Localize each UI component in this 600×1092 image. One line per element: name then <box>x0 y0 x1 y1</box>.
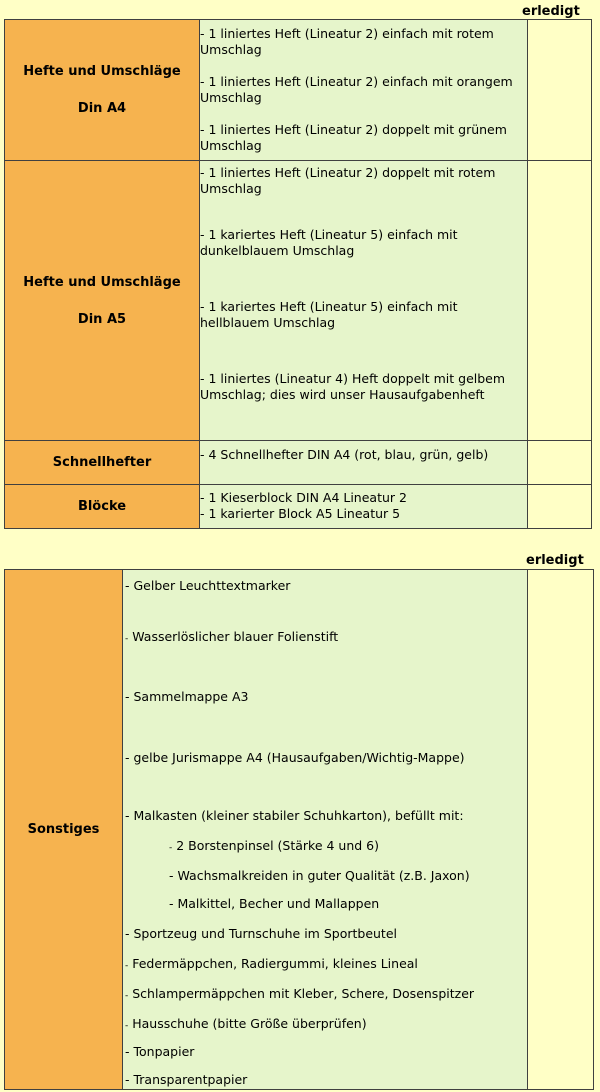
bullet-dash: - <box>169 868 174 883</box>
list-item: - 1 karierter Block A5 Lineatur 5 <box>200 506 401 521</box>
bullet-dash: - <box>125 1044 130 1059</box>
done-checkbox-cell[interactable] <box>528 20 592 161</box>
list-item: - 1 liniertes Heft (Lineatur 2) einfach mit orangem Umschlag <box>200 74 513 105</box>
list-item <box>125 926 397 942</box>
bullet-dash: - <box>125 808 130 823</box>
list-item: - 1 liniertes Heft (Lineatur 2) doppelt mit grünem Umschlag <box>200 122 507 153</box>
list-item <box>169 838 379 856</box>
items-cell <box>200 441 528 485</box>
list-item-text: Sportzeug und Turnschuhe im Sportbeutel <box>129 926 397 941</box>
category-cell <box>5 161 200 441</box>
list-item-text: 2 Borstenpinsel (Stärke 4 und 6) <box>172 838 379 853</box>
list-item-text: Wasserlöslicher blauer Folienstift <box>128 629 339 644</box>
done-checkbox-cell[interactable] <box>528 485 592 529</box>
bullet-dash: - <box>125 689 130 704</box>
list-item <box>169 868 470 884</box>
list-item: - 1 kariertes Heft (Lineatur 5) einfach mit dunkelblauem Umschlag <box>200 227 458 258</box>
list-item-text: Transparentpapier <box>129 1072 248 1087</box>
list-item-text: gelbe Jurismappe A4 (Hausaufgaben/Wichtig-Mappe) <box>129 750 465 765</box>
list-item: - 1 kariertes Heft (Lineatur 5) einfach mit hellblauem Umschlag <box>200 299 458 330</box>
category-label: Hefte und Umschläge <box>23 64 181 79</box>
list-item <box>125 1072 247 1088</box>
list-item <box>125 750 465 766</box>
items-cell <box>200 161 528 441</box>
list-item-text: Hausschuhe (bitte Größe überprüfen) <box>128 1016 367 1031</box>
bullet-dash: - <box>125 926 130 941</box>
list-item <box>125 1016 367 1034</box>
bullet-dash: - <box>125 961 129 971</box>
category-cell <box>5 570 123 1090</box>
list-item-text: Malkasten (kleiner stabiler Schuhkarton), befüllt mit: <box>129 808 464 823</box>
list-item <box>125 1044 194 1060</box>
table-row <box>5 485 592 529</box>
category-cell <box>5 485 200 529</box>
category-sublabel: Din A4 <box>77 101 127 116</box>
list-item <box>125 578 290 594</box>
category-cell <box>5 441 200 485</box>
list-item: - 1 Kieserblock DIN A4 Lineatur 2 <box>200 490 407 505</box>
school-supplies-table-2 <box>4 569 594 1090</box>
list-item <box>125 629 338 647</box>
category-label: Blöcke <box>77 499 127 514</box>
items-cell <box>123 570 528 1090</box>
table-row <box>5 441 592 485</box>
done-checkbox-cell[interactable] <box>528 570 594 1090</box>
category-label: Schnellhefter <box>52 455 152 470</box>
category-cell <box>5 20 200 161</box>
list-item-text: Federmäppchen, Radiergummi, kleines Lineal <box>128 956 418 971</box>
done-column-header-2: erledigt <box>526 553 584 568</box>
bullet-dash: - <box>125 750 130 765</box>
list-item: - 4 Schnellhefter DIN A4 (rot, blau, grün, gelb) <box>200 447 489 462</box>
list-item <box>125 689 248 705</box>
bullet-dash: - <box>125 634 129 644</box>
list-item-text: Wachsmalkreiden in guter Qualität (z.B. Jaxon) <box>173 868 470 883</box>
bullet-dash: - <box>169 843 173 853</box>
list-item: - 1 liniertes Heft (Lineatur 2) einfach mit rotem Umschlag <box>200 26 494 57</box>
list-item <box>125 956 418 974</box>
category-label: Hefte und Umschläge <box>23 274 181 290</box>
bullet-dash: - <box>125 1021 129 1031</box>
table-row <box>5 20 592 161</box>
category-sublabel: Din A5 <box>77 311 127 327</box>
bullet-dash: - <box>125 1072 130 1087</box>
done-column-header-1: erledigt <box>522 4 580 19</box>
list-item-text: Tonpapier <box>129 1044 195 1059</box>
list-item <box>125 808 464 824</box>
category-label: Sonstiges <box>27 822 100 837</box>
list-item: - 1 liniertes (Lineatur 4) Heft doppelt mit gelbem Umschlag; dies wird unser Hausaufgabenheft <box>200 371 506 402</box>
list-item <box>169 896 379 912</box>
list-item-text: Malkittel, Becher und Mallappen <box>173 896 380 911</box>
list-item-text: Sammelmappe A3 <box>129 689 249 704</box>
done-checkbox-cell[interactable] <box>528 161 592 441</box>
list-item-text: Schlampermäppchen mit Kleber, Schere, Dosenspitzer <box>128 986 475 1001</box>
table-row <box>5 161 592 441</box>
bullet-dash: - <box>125 991 129 1001</box>
done-checkbox-cell[interactable] <box>528 441 592 485</box>
items-cell <box>200 20 528 161</box>
list-item-text: Gelber Leuchttextmarker <box>129 578 291 593</box>
bullet-dash: - <box>125 578 130 593</box>
table-row <box>5 570 594 1090</box>
list-item <box>125 986 474 1004</box>
items-cell <box>200 485 528 529</box>
list-item: - 1 liniertes Heft (Lineatur 2) doppelt mit rotem Umschlag <box>200 165 496 196</box>
bullet-dash: - <box>169 896 174 911</box>
school-supplies-table-1 <box>4 19 592 529</box>
